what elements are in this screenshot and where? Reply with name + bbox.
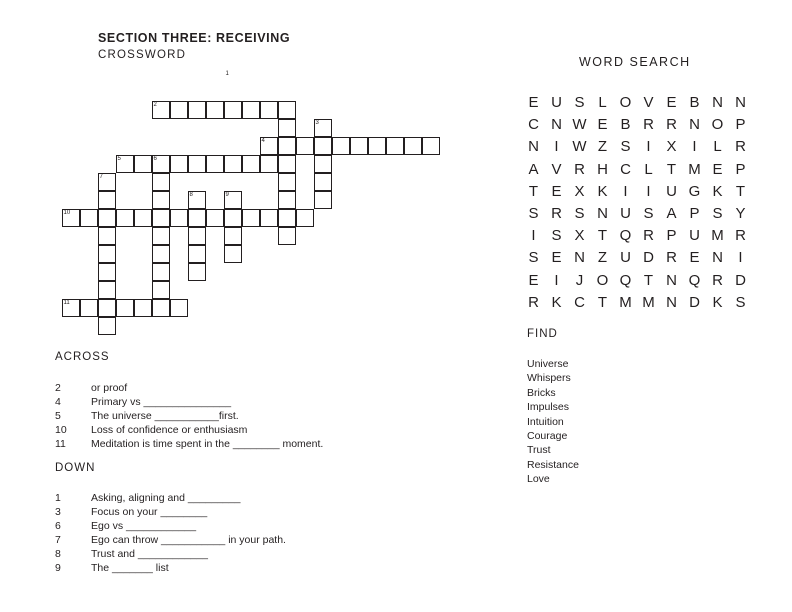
clue-text: Ego vs ____________ — [91, 520, 197, 532]
word-search-letter[interactable]: K — [712, 293, 723, 311]
word-search-letter[interactable]: S — [712, 204, 723, 222]
find-word: Bricks — [527, 386, 556, 399]
crossword-cell[interactable] — [278, 155, 296, 173]
clue-text: The _______ list — [91, 562, 169, 574]
crossword-cell[interactable] — [260, 209, 278, 227]
word-search-letter[interactable]: N — [689, 116, 700, 134]
clue-number-10: 10 — [63, 210, 71, 216]
word-search-row — [522, 136, 752, 158]
word-search-letter[interactable]: N — [666, 271, 677, 289]
word-search-letter[interactable]: R — [643, 116, 654, 134]
clue-text: Focus on your ________ — [91, 506, 208, 518]
word-search-letter[interactable]: T — [597, 227, 608, 245]
crossword-cell[interactable] — [314, 173, 332, 191]
word-search-letter[interactable]: S — [528, 204, 539, 222]
word-search-letter[interactable]: R — [666, 249, 677, 267]
word-search-letter[interactable]: S — [551, 227, 562, 245]
crossword-cell[interactable] — [260, 101, 278, 119]
find-word: Whispers — [527, 372, 571, 385]
word-search-letter[interactable]: H — [597, 160, 608, 178]
across-heading: ACROSS — [55, 351, 110, 363]
word-search-letter[interactable]: P — [735, 160, 746, 178]
crossword-cell[interactable] — [224, 227, 242, 245]
clue-text: Primary vs _______________ — [91, 396, 232, 408]
word-search-letter[interactable]: Q — [688, 271, 701, 289]
crossword-cell[interactable] — [314, 191, 332, 209]
word-search-letter[interactable]: S — [643, 204, 654, 222]
word-search-letter[interactable]: B — [689, 94, 700, 111]
word-search-letter[interactable]: K — [551, 293, 562, 311]
word-search-letter[interactable]: K — [712, 182, 723, 200]
crossword-cell[interactable] — [206, 101, 224, 119]
crossword-cell[interactable] — [296, 137, 314, 155]
crossword-cell[interactable] — [188, 227, 206, 245]
clue-number: 5 — [55, 410, 61, 422]
crossword-cell[interactable] — [116, 299, 134, 317]
word-search-letter[interactable]: S — [574, 204, 585, 222]
word-search-letter[interactable]: I — [554, 271, 559, 289]
clue-number: 10 — [55, 424, 67, 436]
crossword-cell[interactable] — [278, 209, 296, 227]
word-search-letter[interactable]: Q — [619, 271, 632, 289]
word-search-letter[interactable]: U — [551, 94, 562, 111]
word-search-row — [522, 92, 752, 114]
clue-number-4: 4 — [261, 138, 265, 144]
word-search-letter[interactable]: E — [712, 160, 723, 178]
crossword-cell[interactable] — [188, 209, 206, 227]
word-search-letter[interactable]: Z — [597, 249, 608, 267]
crossword-cell[interactable] — [224, 101, 242, 119]
word-search-letter[interactable]: L — [598, 94, 607, 111]
crossword-cell[interactable] — [98, 227, 116, 245]
crossword-cell[interactable] — [170, 155, 188, 173]
crossword-cell[interactable] — [170, 209, 188, 227]
word-search-row — [522, 114, 752, 136]
word-search-title: WORD SEARCH — [579, 55, 691, 69]
clue-number-9: 9 — [225, 192, 229, 198]
word-search-letter[interactable]: R — [735, 227, 746, 245]
clue-number: 7 — [55, 534, 61, 546]
clue-number-3: 3 — [315, 120, 319, 126]
crossword-cell[interactable] — [152, 191, 170, 209]
clue-number: 6 — [55, 520, 61, 532]
word-search-letter[interactable]: M — [642, 293, 655, 311]
crossword-cell[interactable] — [152, 227, 170, 245]
word-search-letter[interactable]: N — [528, 138, 539, 156]
clue-text: or proof — [91, 382, 128, 394]
word-search-letter[interactable]: R — [528, 293, 539, 311]
word-search-letter[interactable]: P — [735, 116, 746, 134]
crossword-cell[interactable] — [152, 245, 170, 263]
word-search-letter[interactable]: E — [597, 116, 608, 134]
crossword-cell[interactable] — [98, 317, 116, 335]
word-search-letter[interactable]: E — [528, 94, 539, 111]
word-search-letter[interactable]: D — [735, 271, 746, 289]
clue-number: 3 — [55, 506, 61, 518]
word-search-letter[interactable]: T — [597, 293, 608, 311]
word-search-row — [522, 292, 752, 314]
crossword-cell[interactable] — [170, 101, 188, 119]
crossword-cell[interactable] — [332, 137, 350, 155]
word-search-row — [522, 270, 752, 292]
word-search-letter[interactable]: N — [551, 116, 562, 134]
clue-number-6: 6 — [153, 156, 157, 162]
crossword-cell[interactable] — [152, 209, 170, 227]
word-search-letter[interactable]: L — [644, 160, 653, 178]
word-search-letter[interactable]: P — [666, 227, 677, 245]
crossword-cell[interactable] — [296, 209, 314, 227]
crossword-cell[interactable] — [422, 137, 440, 155]
clue-number: 4 — [55, 396, 61, 408]
word-search-letter[interactable]: U — [620, 249, 631, 267]
word-search-letter[interactable]: X — [574, 227, 585, 245]
word-search-letter[interactable]: R — [643, 227, 654, 245]
word-search-letter[interactable]: I — [692, 138, 697, 156]
crossword-cell[interactable] — [134, 209, 152, 227]
crossword-cell[interactable] — [242, 155, 260, 173]
word-search-letter[interactable]: E — [528, 271, 539, 289]
crossword-cell[interactable] — [278, 119, 296, 137]
word-search-letter[interactable]: S — [620, 138, 631, 156]
crossword-cell[interactable] — [314, 155, 332, 173]
clue-text: Trust and ____________ — [91, 548, 208, 560]
clue-number-11: 11 — [63, 300, 70, 306]
word-search-letter[interactable]: I — [623, 182, 628, 200]
word-search-letter[interactable]: C — [528, 116, 539, 134]
crossword-cell[interactable] — [224, 209, 242, 227]
word-search-letter[interactable]: Q — [619, 227, 632, 245]
word-search-letter[interactable]: E — [551, 182, 562, 200]
word-search-letter[interactable]: V — [643, 94, 654, 111]
crossword-cell[interactable] — [224, 155, 242, 173]
crossword-cell[interactable] — [134, 299, 152, 317]
word-search-letter[interactable]: Z — [597, 138, 608, 156]
word-search-letter[interactable]: G — [688, 182, 701, 200]
word-search-letter[interactable]: C — [620, 160, 631, 178]
crossword-cell[interactable] — [80, 299, 98, 317]
word-search-letter[interactable]: N — [735, 94, 746, 111]
word-search-letter[interactable]: E — [689, 249, 700, 267]
word-search-letter[interactable]: M — [619, 293, 632, 311]
word-search-letter[interactable]: T — [643, 271, 654, 289]
word-search-grid — [522, 92, 752, 314]
word-search-letter[interactable]: I — [531, 227, 536, 245]
clue-number: 8 — [55, 548, 61, 560]
find-word: Impulses — [527, 401, 570, 414]
find-heading: FIND — [527, 328, 558, 340]
word-search-letter[interactable]: R — [712, 271, 723, 289]
word-search-letter[interactable]: E — [551, 249, 562, 267]
find-word: Courage — [527, 430, 568, 443]
crossword-cell[interactable] — [152, 263, 170, 281]
word-search-row — [522, 225, 752, 247]
word-search-letter[interactable]: Y — [735, 204, 746, 222]
word-search-letter[interactable]: I — [646, 182, 651, 200]
crossword-cell[interactable] — [170, 299, 188, 317]
word-search-letter[interactable]: X — [666, 138, 677, 156]
find-word: Resistance — [527, 458, 579, 471]
clue-number: 9 — [55, 562, 61, 574]
word-search-letter[interactable]: R — [551, 204, 562, 222]
word-search-letter[interactable]: U — [620, 204, 631, 222]
word-search-letter[interactable]: T — [735, 182, 746, 200]
crossword-cell[interactable] — [98, 281, 116, 299]
word-search-letter[interactable]: O — [711, 116, 724, 134]
crossword-cell[interactable] — [98, 245, 116, 263]
word-search-letter[interactable]: T — [666, 160, 677, 178]
crossword-subtitle: CROSSWORD — [98, 49, 187, 61]
crossword-cell[interactable] — [260, 155, 278, 173]
crossword-cell[interactable] — [98, 263, 116, 281]
word-search-letter[interactable]: A — [528, 160, 539, 178]
clue-text: Asking, aligning and _________ — [91, 492, 241, 504]
word-search-letter[interactable]: J — [575, 271, 584, 289]
word-search-letter[interactable]: N — [666, 293, 677, 311]
word-search-letter[interactable]: O — [596, 271, 609, 289]
crossword-cell[interactable] — [404, 137, 422, 155]
word-search-letter[interactable]: N — [597, 204, 608, 222]
word-search-letter[interactable]: M — [688, 160, 701, 178]
word-search-row — [522, 247, 752, 269]
word-search-letter[interactable]: W — [572, 138, 587, 156]
word-search-letter[interactable]: I — [646, 138, 651, 156]
clue-number-7: 7 — [99, 174, 103, 180]
word-search-letter[interactable]: P — [689, 204, 700, 222]
clue-number: 1 — [55, 492, 61, 504]
word-search-letter[interactable]: N — [712, 94, 723, 111]
word-search-letter[interactable]: S — [528, 249, 539, 267]
down-heading: DOWN — [55, 462, 96, 474]
word-search-letter[interactable]: A — [666, 204, 677, 222]
word-search-row — [522, 159, 752, 181]
word-search-letter[interactable]: N — [712, 249, 723, 267]
word-search-letter[interactable]: R — [574, 160, 585, 178]
crossword-cell[interactable] — [134, 155, 152, 173]
word-search-letter[interactable]: X — [574, 182, 585, 200]
crossword-cell[interactable] — [152, 173, 170, 191]
word-search-letter[interactable]: C — [574, 293, 585, 311]
crossword-cell[interactable] — [386, 137, 404, 155]
find-word: Intuition — [527, 415, 564, 428]
word-search-letter[interactable]: D — [643, 249, 654, 267]
crossword-cell[interactable] — [98, 191, 116, 209]
clue-number: 2 — [55, 382, 61, 394]
word-search-letter[interactable]: E — [666, 94, 677, 111]
crossword-cell[interactable] — [98, 299, 116, 317]
clue-text: Ego can throw ___________ in your path. — [91, 534, 286, 546]
find-word: Love — [527, 473, 550, 486]
word-search-letter[interactable]: V — [551, 160, 562, 178]
crossword-cell[interactable] — [188, 101, 206, 119]
crossword-cell[interactable] — [206, 209, 224, 227]
crossword-cell[interactable] — [188, 245, 206, 263]
crossword-cell[interactable] — [206, 155, 224, 173]
crossword-cell[interactable] — [350, 137, 368, 155]
find-word: Universe — [527, 358, 569, 370]
clue-number: 11 — [55, 438, 66, 450]
clue-number-5: 5 — [117, 156, 121, 162]
word-search-letter[interactable]: D — [689, 293, 700, 311]
word-search-letter[interactable]: N — [574, 249, 585, 267]
clue-text: The universe ___________first. — [91, 410, 239, 422]
crossword-cell[interactable] — [188, 263, 206, 281]
word-search-row — [522, 181, 752, 203]
crossword-cell[interactable] — [188, 155, 206, 173]
word-search-letter[interactable]: S — [735, 293, 746, 311]
word-search-letter[interactable]: I — [738, 249, 743, 267]
crossword-cell[interactable] — [152, 299, 170, 317]
word-search-letter[interactable]: T — [528, 182, 539, 200]
word-search-row — [522, 203, 752, 225]
word-search-letter[interactable]: U — [666, 182, 677, 200]
crossword-cell[interactable] — [314, 137, 332, 155]
word-search-letter[interactable]: W — [572, 116, 587, 134]
word-search-letter[interactable]: S — [574, 94, 585, 111]
word-search-letter[interactable]: R — [666, 116, 677, 134]
section-title: SECTION THREE: RECEIVING — [98, 31, 291, 45]
crossword-cell[interactable] — [116, 209, 134, 227]
crossword-cell[interactable] — [278, 173, 296, 191]
crossword-cell[interactable] — [278, 191, 296, 209]
crossword-cell[interactable] — [278, 101, 296, 119]
clue-text: Loss of confidence or enthusiasm — [91, 424, 248, 436]
word-search-letter[interactable]: O — [619, 94, 632, 111]
clue-number-1: 1 — [225, 71, 229, 78]
word-search-letter[interactable]: I — [554, 138, 559, 156]
crossword-cell[interactable] — [242, 209, 260, 227]
find-word-list — [527, 357, 579, 487]
crossword-cell[interactable] — [278, 137, 296, 155]
word-search-letter[interactable]: K — [597, 182, 608, 200]
find-word: Trust — [527, 444, 551, 457]
clue-text: Meditation is time spent in the ________ moment. — [91, 438, 324, 450]
clue-number-2: 2 — [153, 102, 157, 108]
word-search-letter[interactable]: L — [713, 138, 722, 156]
word-search-letter[interactable]: B — [620, 116, 631, 134]
word-search-letter[interactable]: M — [711, 227, 724, 245]
crossword-cell[interactable] — [98, 209, 116, 227]
crossword-cell[interactable] — [278, 227, 296, 245]
crossword-cell[interactable] — [224, 245, 242, 263]
crossword-cell[interactable] — [152, 281, 170, 299]
crossword-cell[interactable] — [368, 137, 386, 155]
clue-number-8: 8 — [189, 192, 193, 198]
word-search-letter[interactable]: U — [689, 227, 700, 245]
word-search-letter[interactable]: R — [735, 138, 746, 156]
crossword-cell[interactable] — [80, 209, 98, 227]
crossword-cell[interactable] — [242, 101, 260, 119]
